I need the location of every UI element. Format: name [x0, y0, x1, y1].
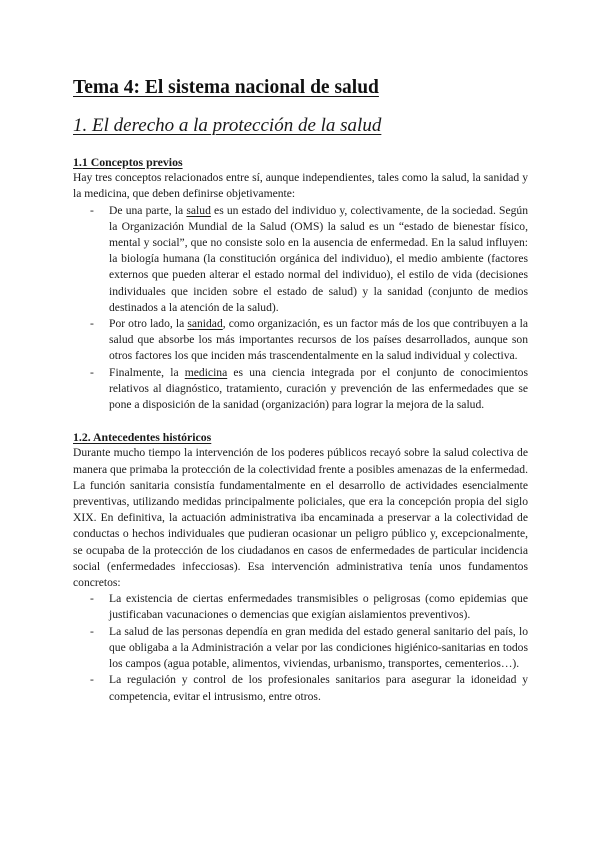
- list-item: - La existencia de ciertas enfermedades transmisibles o peligrosas (como epidemias que justificaban vacunaciones o demencias que exigían aislamientos preventivos).: [109, 591, 528, 623]
- section-intro: Durante mucho tiempo la intervención de los poderes públicos recayó sobre la salud colectiva de manera que primaba la protección de la colectividad frente a posibles amenazas de la enfermedad. La función sanitaria consistía fundamentalmente en el desarrollo de actividades esencialmente preventivas, utilizando medidas principalmente policiales, que era la concepción propia del siglo XIX. En definitiva, la actuación administrativa iba encaminada a preservar a la colectividad de conductas o hechos individuales que pudieran ocasionar un peligro público y, excepcionalmente, se ocupaba de la protección de los ciudadanos en casos de enfermedades de particular incidencia social (enfermedades infecciosas). Esa intervención administrativa tenía unos fundamentos concretos:: [73, 446, 528, 590]
- item-text-after: , como organización, es un factor más de los que contribuyen a la salud que absorbe los más importantes recursos de los países desarrollados, aunque son otros factores los que inciden más trascendentalmente en la salud individual y colectiva.: [109, 317, 528, 363]
- section-intro: Hay tres conceptos relacionados entre sí, aunque independientes, tales como la salud, la sanidad y la medicina, que deben definirse objetivamente:: [73, 171, 528, 201]
- item-text-after: es un estado del individuo y, colectivamente, de la sociedad. Según la Organización Mundial de la Salud (OMS) la salud es un “estado de bienestar físico, mental y social”, que no consiste solo en la ausencia de enfermedad. En la salud influyen: la biología humana (la constitución orgánica del individuo), el medio ambiente (factores externos que pueden alterar el estado normal del individuo), el estilo de vida (decisiones individuales que inciden sobre el estado de salud) y la sanidad (conjunto de medios destinados a la atención de la salud).: [109, 203, 529, 314]
- section-heading: 1.2. Antecedentes históricos: [73, 430, 212, 445]
- foundations-list: [73, 591, 528, 704]
- term-salud: salud: [186, 203, 211, 217]
- item-text-before: De una parte, la: [109, 203, 187, 217]
- concept-list: [73, 203, 528, 414]
- term-medicina: medicina: [184, 365, 228, 379]
- term-sanidad: sanidad: [187, 317, 223, 331]
- chapter-subtitle: 1. El derecho a la protección de la salud: [73, 115, 382, 136]
- item-text-before: Finalmente, la: [109, 365, 185, 379]
- item-text-before: Por otro lado, la: [109, 317, 188, 331]
- list-item: - La regulación y control de los profesionales sanitarios para asegurar la idoneidad y competencia, evitar el intrusismo, entre otros.: [109, 672, 528, 704]
- item-text-after: es una ciencia integrada por el conjunto de conocimientos relativos al diagnóstico, tratamiento, curación y prevención de las enfermedades que se pone a disposición de la sanidad (organización) para lograr la mejora de la salud.: [109, 365, 528, 412]
- list-item-sanidad: [109, 316, 528, 365]
- section-spacer: [73, 413, 528, 429]
- section-antecedentes-historicos: [73, 429, 528, 704]
- list-item-medicina: [109, 365, 528, 414]
- list-item-salud: [109, 203, 528, 316]
- page-title: Tema 4: El sistema nacional de salud: [73, 77, 379, 98]
- section-heading: 1.1 Conceptos previos: [73, 155, 183, 169]
- list-item: - La salud de las personas dependía en gran medida del estado general sanitario del país, lo que obligaba a la Administración a velar por las condiciones higiénico-sanitarias en todos los campos (agua potable, alimentos, viviendas, urbanismo, transportes, cementerios…).: [109, 624, 528, 673]
- section-conceptos-previos: [73, 154, 528, 413]
